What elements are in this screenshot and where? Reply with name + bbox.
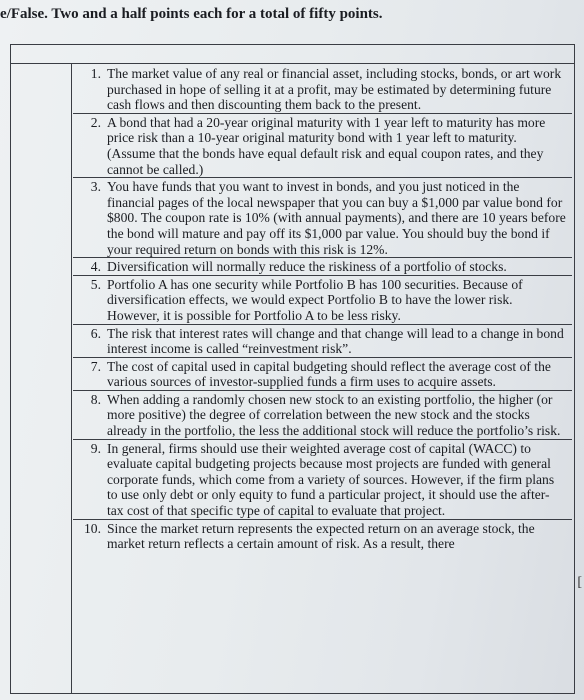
question-row — [73, 391, 572, 440]
answer-column-divider — [71, 63, 72, 693]
question-number: 4. — [90, 259, 101, 275]
question-text: Portfolio A has one security while Portfolio B has 100 securities. Because of diversification effects, we would expect Portfolio B to have the lower risk. However, it is possible for Portfolio A to be less risky. — [107, 276, 523, 323]
question-text: You have funds that you want to invest in bonds, and you just noticed in the financial pages of the local newspaper that you can buy a $1,000 par value bond for $800. The coupon rate is 10% (with annual payments), and there are 10 years before the bond will mature and pay off its $1,000 par value. You should buy the bond if your required return on bonds with this risk is 12%. — [107, 179, 566, 257]
question-text: When adding a randomly chosen new stock to an existing portfolio, the higher (or more positive) the degree of correlation between the new stock and the stocks already in the portfolio, the less the additional stock will reduce the portfolio’s risk. — [107, 391, 561, 439]
question-number: 1. — [90, 66, 101, 81]
question-row — [73, 258, 572, 276]
question-row — [73, 358, 572, 391]
question-row — [73, 114, 572, 178]
question-row — [73, 440, 572, 520]
question-number: 8. — [90, 391, 101, 407]
question-number: 5. — [90, 276, 101, 292]
question-text: Since the market return represents the expected return on an average stock, the market return reflects a certain amount of risk. As a result, there — [107, 520, 535, 552]
question-number: 2. — [90, 114, 101, 130]
question-number: 7. — [90, 358, 101, 374]
question-row — [73, 325, 572, 358]
question-row — [73, 178, 572, 258]
table-header-row — [11, 45, 574, 64]
question-list — [73, 65, 572, 552]
question-number: 6. — [90, 325, 101, 341]
question-text: The market value of any real or financial asset, including stocks, bonds, or art work purchased in hope of selling it at a profit, may be estimated by determining future cash flows and then discounting them back to the present. — [107, 66, 562, 113]
page-edge-bracket-mark: [ — [577, 575, 582, 590]
question-text: In general, firms should use their weighted average cost of capital (WACC) to evaluate capital budgeting projects because most projects are funded with general corporate funds, which come from a variety of sources. However, if the firm plans to use only debt or only equity to fund a particular project, it should use the after-tax cost of that specific type of capital to evaluate that project. — [107, 440, 555, 519]
question-row — [73, 520, 572, 552]
page-title: e/False. Two and a half points each for a total of fifty points. — [0, 6, 383, 22]
question-number: 3. — [90, 179, 101, 195]
question-number: 10. — [84, 520, 101, 536]
question-text: The cost of capital used in capital budgeting should reflect the average cost of the various sources of investor-supplied funds a firm uses to acquire assets. — [107, 358, 551, 390]
question-number: 9. — [90, 440, 101, 456]
question-text: Diversification will normally reduce the riskiness of a portfolio of stocks. — [107, 259, 507, 275]
question-row — [73, 65, 572, 114]
questions-table — [10, 44, 575, 694]
question-text: A bond that had a 20-year original maturity with 1 year left to maturity has more price risk than a 10-year original maturity bond with 1 year left to maturity. (Assume that the bonds have equal default risk and equal coupon rates, and they cannot be called.) — [107, 114, 546, 177]
question-text: The risk that interest rates will change and that change will lead to a change in bond interest income is called “reinvestment risk”. — [107, 325, 564, 357]
question-row — [73, 276, 572, 325]
